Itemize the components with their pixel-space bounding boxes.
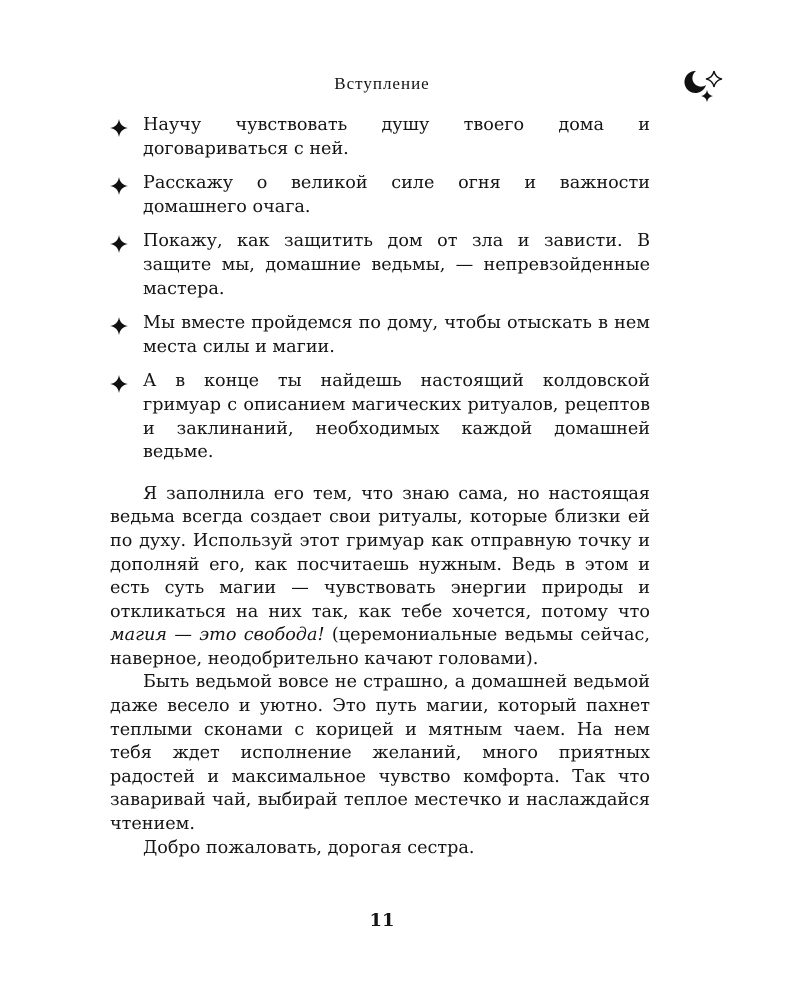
moon-and-stars-icon [682, 66, 726, 106]
paragraph-path: Быть ведьмой вовсе не страшно, а домашней ведьмой даже весело и уютно. Это путь магии, который пахнет теплыми сконами с корицей и мятным чаем. На нем тебя ждет исполнение желаний, много приятных радостей и максимальное чувство комфорта. Так что заваривай чай, выбирай теплое местечко и наслаждайся чтением. [110, 672, 650, 835]
list-item-text: Научу чувствовать душу твоего дома и договариваться с ней. [143, 115, 650, 159]
running-header: Вступление [334, 74, 430, 93]
list-item [110, 370, 650, 464]
four-point-star-icon [110, 119, 128, 137]
list-item-text: Расскажу о великой силе огня и важности домашнего очага. [143, 173, 650, 217]
paragraph-welcome: Добро пожаловать, дорогая сестра. [143, 837, 475, 858]
page-number: 11 [369, 910, 395, 931]
list-item [110, 230, 650, 301]
list-item-text: Покажу, как защитить дом от зла и зависти. В защите мы, домашние ведьмы, — непревзойденные мастера. [143, 231, 650, 299]
list-item [110, 312, 650, 359]
list-item [110, 172, 650, 219]
paragraph-text: (церемониальные ведьмы сейчас, наверное, неодобрительно качают головами). [110, 625, 650, 669]
page-body [110, 114, 650, 860]
paragraph-grimoire [110, 483, 650, 672]
list-item [110, 114, 650, 161]
list-item-text: А в конце ты найдешь настоящий колдовской гримуар с описанием магических ритуалов, рецептов и заклинаний, необходимых каждой домашней ведьме. [143, 371, 650, 463]
paragraph-text: Я заполнила его тем, что знаю сама, но настоящая ведьма всегда создает свои ритуалы, которые близки ей по духу. Используй этот гримуар как отправную точку и дополняй его, как посчитаешь нужным. Ведь в этом и есть суть магии — чувствовать энергии природы и откликаться на них так, как тебе хочется, потому что [110, 483, 650, 622]
emphasis-text: магия — это свобода! [110, 625, 325, 646]
list-item-text: Мы вместе пройдемся по дому, чтобы отыскать в нем места силы и магии. [143, 313, 650, 357]
four-point-star-icon [110, 235, 128, 253]
four-point-star-icon [110, 317, 128, 335]
four-point-star-icon [110, 177, 128, 195]
four-point-star-icon [110, 375, 128, 393]
